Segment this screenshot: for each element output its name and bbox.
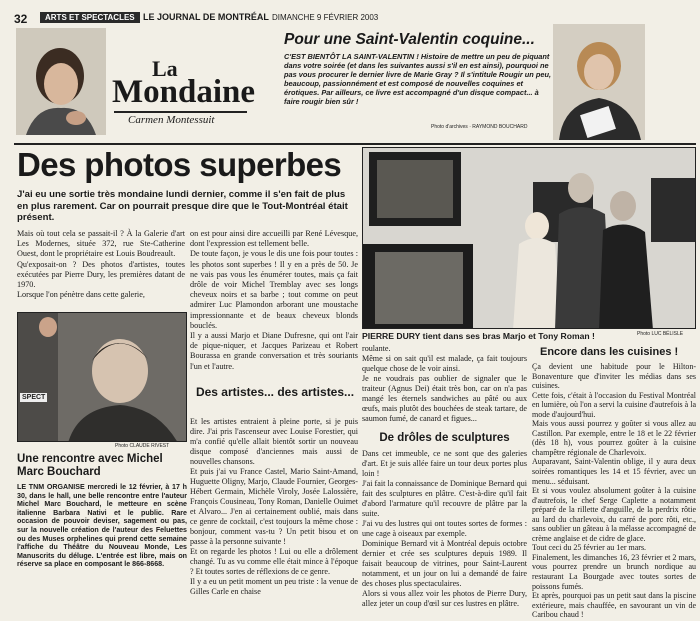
subhead-artistes: Des artistes... des artistes... [195, 385, 355, 399]
pierre-dury-photo [362, 147, 696, 329]
column-2-text: on est pour ainsi dire accueilli par René Lévesque, dont l'expression est tellement belle. De toute façon, je vous le dis une fois pour toutes : les photos sont superbes ! Il y en a près de 50. Je ne vais pas vous les énumérer toutes, mais ça fait drôle de voir Michel Tremblay avec ses longs cheveux noirs et sa barbe ; tout comme on peut admirer Luc Plamondon arborant une moustache impressionnante et de beaux cheveux blonds bouclés. Il y a aussi Marjo et Diane Dufresne, qui ont l'air de pique-niquer, et Jacques Parizeau et Robert Bourassa en grande conversation et très souriants l'un et l'autre. [190, 229, 358, 371]
subhead-cuisines: Encore dans les cuisines ! [540, 346, 679, 358]
column-title: Mondaine [112, 74, 256, 110]
spect-sign: SPECT [22, 394, 46, 401]
column-3b-text: Dans cet immeuble, ce ne sont que des galeries d'art. Et je suis allée faire un tour deux portes plus loin ! J'ai fait la connaissance de Dominique Bernard qui fait des sculptures en plâtre. C'est-à-dire qu'il fait d'abord l'armature qu'il recouvre de plâtre par la suite. J'ai vu des lustres qui ont toutes sortes de formes : une cage à oiseaux par exemple. Dominique Bernard vit à Montréal depuis octobre dernier et crée ses sculptures depuis 1989. Il faisait beaucoup de vitrines, pour Saint-Laurent notamment, et un jour on lui a demandé de faire des choses plus spectaculaires. Alors si vous allez voir les photos de Pierre Dury, allez jeter un coup d'œil sur ces lustres en plâtre. [362, 449, 527, 608]
section-label: ARTS ET SPECTACLES [40, 12, 140, 23]
teaser-text: C'EST BIENTÔT LA SAINT-VALENTIN ! Histoire de mettre un peu de piquant dans votre soirée (et dans les suivantes aussi s'il en est ainsi), pourquoi ne pas vous procurer le dernier livre de Marie Gray ? Il s'intitule Rougir un peu, beaucoup, passionnément et est composé de nouvelles coquines et érotiques. Par ailleurs, ce livre est accompagné d'un disque compact... à faire rougir bien sûr ! [284, 52, 552, 106]
title-underline [114, 111, 247, 113]
teaser-credit: Photo d'archives · RAYMOND BOUCHARD [431, 124, 528, 130]
main-photo-credit: Photo LUC BÉLISLE [637, 331, 684, 337]
column-4-text: Ça devient une habitude pour le Hilton-Bonaventure que d'inviter les médias dans ses cuisines. Cette fois, c'était à l'occasion du Festival Montréal en lumière, où l'on a servi la cuisine d'autrefois à la mode d'aujourd'hui. Mais vous aussi pourrez y goûter si vous allez au Castillon. Par exemple, entre le 18 et le 22 février (dès 18 h), vous pourrez goûter à la cuisine champêtre régionale de Charlevoix. Auparavant, Saint-Valentin oblige, il y aura deux soirées romantiques les 14 et 15 février, avec un menu... séduisant. Et si vous voulez absolument goûter à la cuisine d'autrefois, le chef Serge Caplette a notamment préparé de la rillette d'anguille, de la perdrix rôtie au lard du charlevoix, du carré de porc rôti, etc., sans oublier un gâteau à la mélasse accompagné de crème anglaise et de cidre de glace. Tout ceci du 25 février au 1er mars. Finalement, les dimanches 16, 23 février et 2 mars, vous pourrez prendre un brunch nordique au restaurant La Bourgade avec toutes sortes de poissons fumés. Et après, pourquoi pas un petit saut dans la piscine extérieure, mais chauffée, en savourant un vin de Caribou chaud ! [532, 362, 696, 620]
bouchard-photo [17, 312, 187, 442]
page-number: 32 [14, 12, 28, 26]
article-headline: Des photos superbes [17, 146, 342, 183]
issue-date: DIMANCHE 9 FÉVRIER 2003 [272, 13, 379, 22]
teaser-title: Pour une Saint-Valentin coquine... [284, 31, 535, 48]
article-lede: J'ai eu une sortie très mondaine lundi dernier, comme il s'en fait de plus en plus rarement. Car on pourrait presque dire que le Tout-Montréal était présent. [17, 189, 348, 223]
marie-gray-photo [553, 24, 645, 140]
page-header [0, 0, 700, 26]
newspaper-name: LE JOURNAL DE MONTRÉAL [143, 12, 269, 22]
columnist-name: Carmen Montessuit [128, 114, 215, 126]
main-photo-caption: PIERRE DURY tient dans ses bras Marjo et Tony Roman ! [362, 331, 595, 341]
bouchard-credit: Photo CLAUDE RIVEST [115, 443, 170, 449]
top-rule [14, 143, 696, 145]
column-la: La [152, 56, 178, 81]
subhead-sculptures: De drôles de sculptures [379, 432, 510, 444]
bouchard-title: Une rencontre avec Michel Marc Bouchard [17, 453, 163, 478]
column-3-text: roulante. Même si on sait qu'il est malade, ça fait toujours quelque chose de le voir ainsi. Je ne voudrais pas oublier de signaler que le traiteur (Agnus Dei) était très bon, car on n'a pas mangé les éternels sandwiches au pâté ou aux œufs, mais plutôt des bouchées de steak tartare, de saumon fumé, de canard et figues... [362, 344, 527, 423]
column-2b-text: Et les artistes entraient à pleine porte, si je puis dire. J'ai pris l'ascenseur avec Louise Forestier, qui m'a confié qu'elle allait bientôt sortir un nouveau disque composé d'anciennes mais aussi de nouvelles chansons. Et puis j'ai vu France Castel, Mario Saint-Amand, Huguette Oligny, Marjo, Claude Fournier, Georges-Hébert Germain, Michèle Viroly, Josée Lalossière, François Cousineau, Tony Roman, Danielle Ouimet et Alvaro... J'en ai certainement oublié, mais dans ce genre de cocktail, c'est toujours la même chose : bonjour, comment vas-tu ? Un petit bisou et on passe à la personne suivante ! Et on regarde les photos ! Lui ou elle a drôlement changé. Tu as vu comme elle était mince à l'époque ? Et toutes sortes de réflexions de ce genre. Il y a eu un petit moment un peu triste : la venue de Gilles Carle en chaise [190, 417, 358, 596]
columnist-photo [16, 28, 106, 135]
bouchard-text: LE TNM ORGANISE mercredi le 12 février, à 17 h 30, dans le hall, une belle rencontre entre l'auteur Michel Marc Bouchard, le metteure en scène italienne Barbara Nativi et le public. Rare occasion de pouvoir deviser, sagement ou pas, sur la nouvelle création de l'auteur des Feluettes ou des Muses orphelines qui prend cette semaine l'affiche du Théâtre du Nouveau Monde, Les Manuscrits du déluge. L'entrée est libre, mais on réserve sa place en composant le 866-8668. [17, 483, 187, 569]
column-1-text: Mais où tout cela se passait-il ? À la Galerie d'art Les Modernes, située 372, rue Ste-Catherine Ouest, dont le propriétaire est Louis Boudreault. Qu'exposait-on ? Des photos d'artistes, toutes exécutées par Pierre Dury, les premières datant de 1970. Lorsque l'on pénètre dans cette galerie, [17, 229, 185, 300]
